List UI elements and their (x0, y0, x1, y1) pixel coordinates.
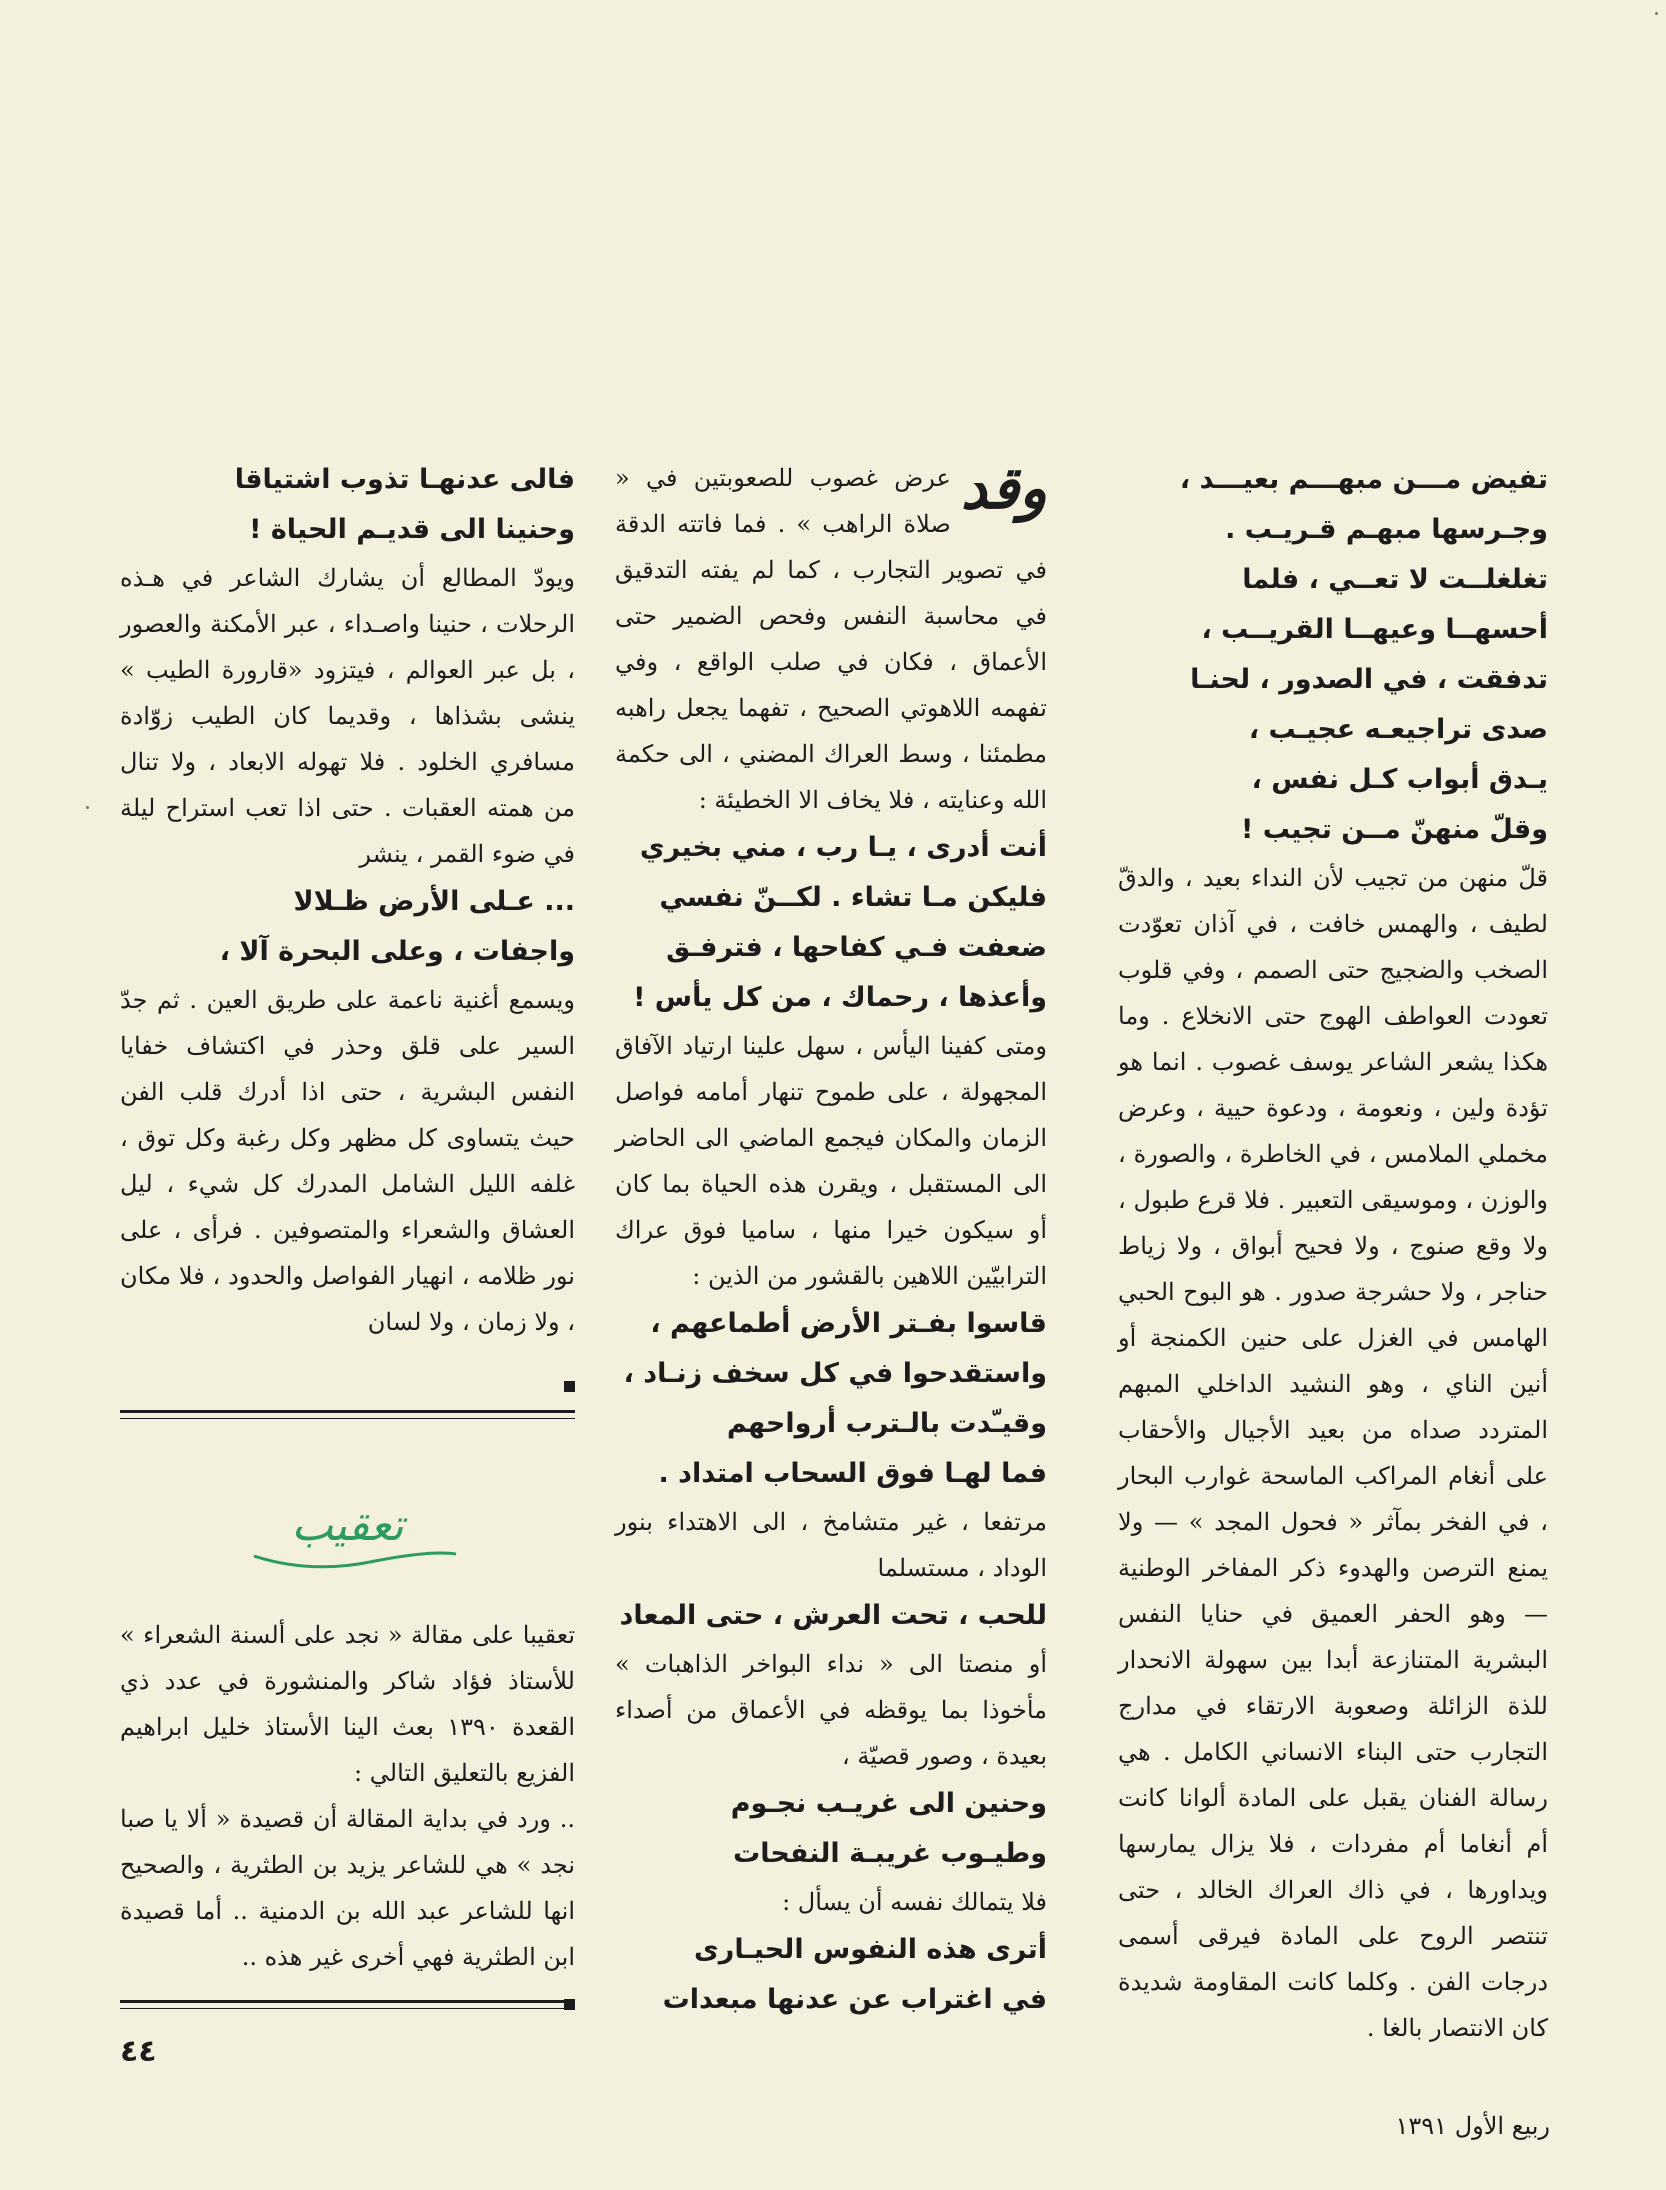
paragraph-text: أو منصتا الى « نداء البواخر الذاهبات » مأخوذا بما يوقظه في الأعماق من أصداء بعيدة ، وصور قصيّة ، (615, 1650, 1047, 1770)
poem-block (120, 877, 575, 977)
verse-line: فالى عدنهـا تذوب اشتياقا (234, 464, 575, 495)
verse-line: وطيـوب غريبـة النفحات (733, 1838, 1047, 1869)
paragraph-text: ويسمع أغنية ناعمة على طريق العين . ثم جدّ السير على قلق وحذر في اكتشاف خفايا النفس البشرية ، حتى اذا أدرك قلب الفن حيث يتساوى كل مظهر وكل رغبة وكل توق ، غلفه الليل الشامل المدرك كل شيء ، ليل العشاق والشعراء والمتصوفين . فرأى ، على نور ظلامه ، انهيار الفواصل والحدود ، فلا مكان ، ولا زمان ، ولا لسان (120, 986, 575, 1336)
paragraph-text: عرض غصوب للصعوبتين في « صلاة الراهب » . فما فاتته الدقة في تصوير التجارب ، كما لم يفته التدقيق في محاسبة النفس وفحص الضمير حتى الأعماق ، فكان في صلب الواقع ، وفي تفهمه اللاهوتي الصحيح ، تفهما يجعل راهبه مطمئنا ، وسط العراك المضني ، الى حكمة الله وعنايته ، فلا يخاف الا الخطيئة : (615, 464, 1047, 814)
verse-line: وقلّ منهنّ مــن تجيب ! (1240, 814, 1548, 845)
verse-line: فليكن مـا تشاء . لكــنّ نفسي (659, 882, 1047, 913)
verse-line: ضعفت فـي كفاحها ، فترفـق (666, 932, 1047, 963)
body-paragraph (120, 977, 575, 1391)
paragraph-text: ويودّ المطالع أن يشارك الشاعر في هـذه الرحلات ، حنينا واصـداء ، عبر الأمكنة والعصور ، بل عبر العوالم ، فيتزود «قارورة الطيب » ينشى بشذاها ، وقديما كان الطيب زوّادة مسافري الخلود . فلا تهوله الابعاد ، ولا تنال من همته العقبات . حتى اذا تعب استراح ليلة في ضوء القمر ، ينشر (120, 564, 575, 868)
left-column (120, 455, 575, 1391)
body-paragraph (120, 1612, 575, 1796)
verse-line: وأعذها ، رحماك ، من كل يأس ! (633, 982, 1047, 1013)
verse-line: وحنين الى غريـب نجـوم (730, 1788, 1047, 1819)
body-paragraph (1118, 855, 1548, 2051)
verse-line: أنت أدرى ، يـا رب ، مني بخيري (639, 832, 1047, 863)
page-number: ٤٤ (120, 2034, 157, 2069)
intro-paragraph (615, 455, 1047, 823)
right-column (1118, 455, 1548, 2051)
verse-line: تفيض مـــن مبهـــم بعيـــد ، (1179, 464, 1548, 495)
verse-line: وقيـّدت بالـترب أرواحهم (726, 1408, 1047, 1439)
poem-block (615, 1299, 1047, 1499)
verse-line: أترى هذه النفوس الحيـارى (694, 1934, 1047, 1965)
verse-line: صدى تراجيعـه عجيـب ، (1248, 714, 1548, 745)
verse-line: وجـرسها مبهـم قـريـب . (1225, 514, 1548, 545)
verse-line: تدفقت ، في الصدور ، لحنـا (1190, 664, 1548, 695)
paper-speck (86, 806, 89, 809)
section-rule-bottom (120, 2000, 575, 2003)
verse-line: للحب ، تحت العرش ، حتى المعاد (619, 1600, 1047, 1631)
paragraph-text: ومتى كفينا اليأس ، سهل علينا ارتياد الآفاق المجهولة ، على طموح تنهار أمامه فواصل الزمان والمكان فيجمع الماضي الى الحاضر الى المستقبل ، ويقرن هذه الحياة بما كان أو سيكون خيرا منها ، ساميا فوق عراك الترابيّين اللاهين بالقشور من الذين : (615, 1032, 1047, 1290)
verse-line: يـدق أبواب كـل نفس ، (1251, 764, 1548, 795)
poem-block (1118, 455, 1548, 855)
paragraph-text: مرتفعا ، غير متشامخ ، الى الاهتداء بنور الوداد ، مستسلما (615, 1508, 1047, 1582)
paper-speck (1655, 12, 1658, 15)
paragraph-text: فلا يتمالك نفسه أن يسأل : (782, 1888, 1047, 1916)
verse-line: تغلغلــت لا تعــي ، فلما (1242, 564, 1548, 595)
article-end-mark (564, 1381, 575, 1392)
poem-block (615, 823, 1047, 1023)
poem-block (615, 1779, 1047, 1879)
verse-line: فما لهـا فوق السحاب امتداد . (658, 1458, 1047, 1489)
heading-swash-icon (250, 1548, 460, 1572)
paragraph-text: .. ورد في بداية المقالة أن قصيدة « ألا يا صبا نجد » هي للشاعر يزيد بن الطثرية ، والصحيح انها للشاعر عبد الله بن الدمنية .. أما قصيدة ابن الطثرية فهي أخرى غير هذه .. (120, 1805, 575, 1971)
paragraph-text: قلّ منهن من تجيب لأن النداء بعيد ، والدقّ لطيف ، والهمس خافت ، في آذان تعوّدت الصخب والضجيج حتى الصمم ، وفي قلوب تعودت العواطف الهوج حتى الانخلاع . وما هكذا يشعر الشاعر يوسف غصوب . انما هو تؤدة ولين ، ونعومة ، ودعوة حيية ، وعرض مخملي الملامس ، في الخاطرة ، والصورة ، والوزن ، وموسيقى التعبير . فلا قرع طبول ، ولا وقع صنوج ، ولا فحيح أبواق ، ولا زياط حناجر ، ولا حشرجة صدور . هو البوح الحبي الهامس في الغزل على حنين الكمنجة أو أنين الناي ، وهو النشيد الداخلي المبهم المتردد صداه من بعيد الأجيال والأحقاب على أنغام المراكب الماسحة غوارب البحار ، في الفخر بمآثر « فحول المجد » — ولا يمنع الترصن والهدوء ذكر المفاخر الوطنية — وهو الحفر العميق في حنايا النفس البشرية المتنازعة أبدا بين سهولة الانحدار للذة الزائلة وصعوبة الارتقاء في مدارج التجارب حتى البناء الانساني الكامل . هي رسالة الفنان يقبل على المادة ألوانا كانت أم أنغاما أم مفردات ، فلا يزال يمارسها ويداورها ، في ذاك العراك الخالد ، حتى تنتصر الروح على المادة فيرقى أسمى درجات الفن . وكلما كانت المقاومة شديدة كان الانتصار بالغا . (1118, 864, 1549, 2042)
body-paragraph (120, 555, 575, 877)
body-paragraph (120, 1796, 575, 2026)
verse-line: في اغتراب عن عدنها مبعدات (662, 1984, 1047, 2015)
verse-line: أحسهــا وعيهــا القريــب ، (1201, 614, 1548, 645)
paragraph-text: تعقيبا على مقالة « نجد على ألسنة الشعراء » للأستاذ فؤاد شاكر والمنشورة في عدد ذي القعدة ١٣٩٠ بعث الينا الأستاذ خليل ابراهيم الفزيع بالتعليق التالي : (120, 1621, 576, 1787)
drop-cap: وقد (960, 454, 1047, 522)
issue-date: ربيع الأول ١٣٩١ (1395, 2112, 1550, 2140)
body-paragraph (615, 1879, 1047, 1925)
verse-line: واجفات ، وعلى البحرة آلا ، (219, 936, 575, 967)
body-paragraph (615, 1023, 1047, 1299)
verse-line: ... عـلى الأرض ظـلالا (293, 886, 575, 917)
middle-column (615, 455, 1047, 2025)
verse-line: قاسوا بفـتر الأرض أطماعهم ، (650, 1308, 1047, 1339)
comment-heading: تعقيب (291, 1500, 404, 1551)
poem-block (615, 1925, 1047, 2025)
poem-block (120, 455, 575, 555)
section-rule-bottom-thin (120, 2008, 575, 2009)
body-paragraph (615, 1641, 1047, 1779)
comment-note (120, 1612, 575, 2026)
section-rule-top (120, 1410, 575, 1413)
verse-line: واستقدحوا في كل سخف زنـاد ، (623, 1358, 1047, 1389)
section-rule-top-thin (120, 1418, 575, 1419)
verse-line: وحنينا الى قديـم الحياة ! (249, 514, 575, 545)
body-paragraph (615, 1499, 1047, 1591)
